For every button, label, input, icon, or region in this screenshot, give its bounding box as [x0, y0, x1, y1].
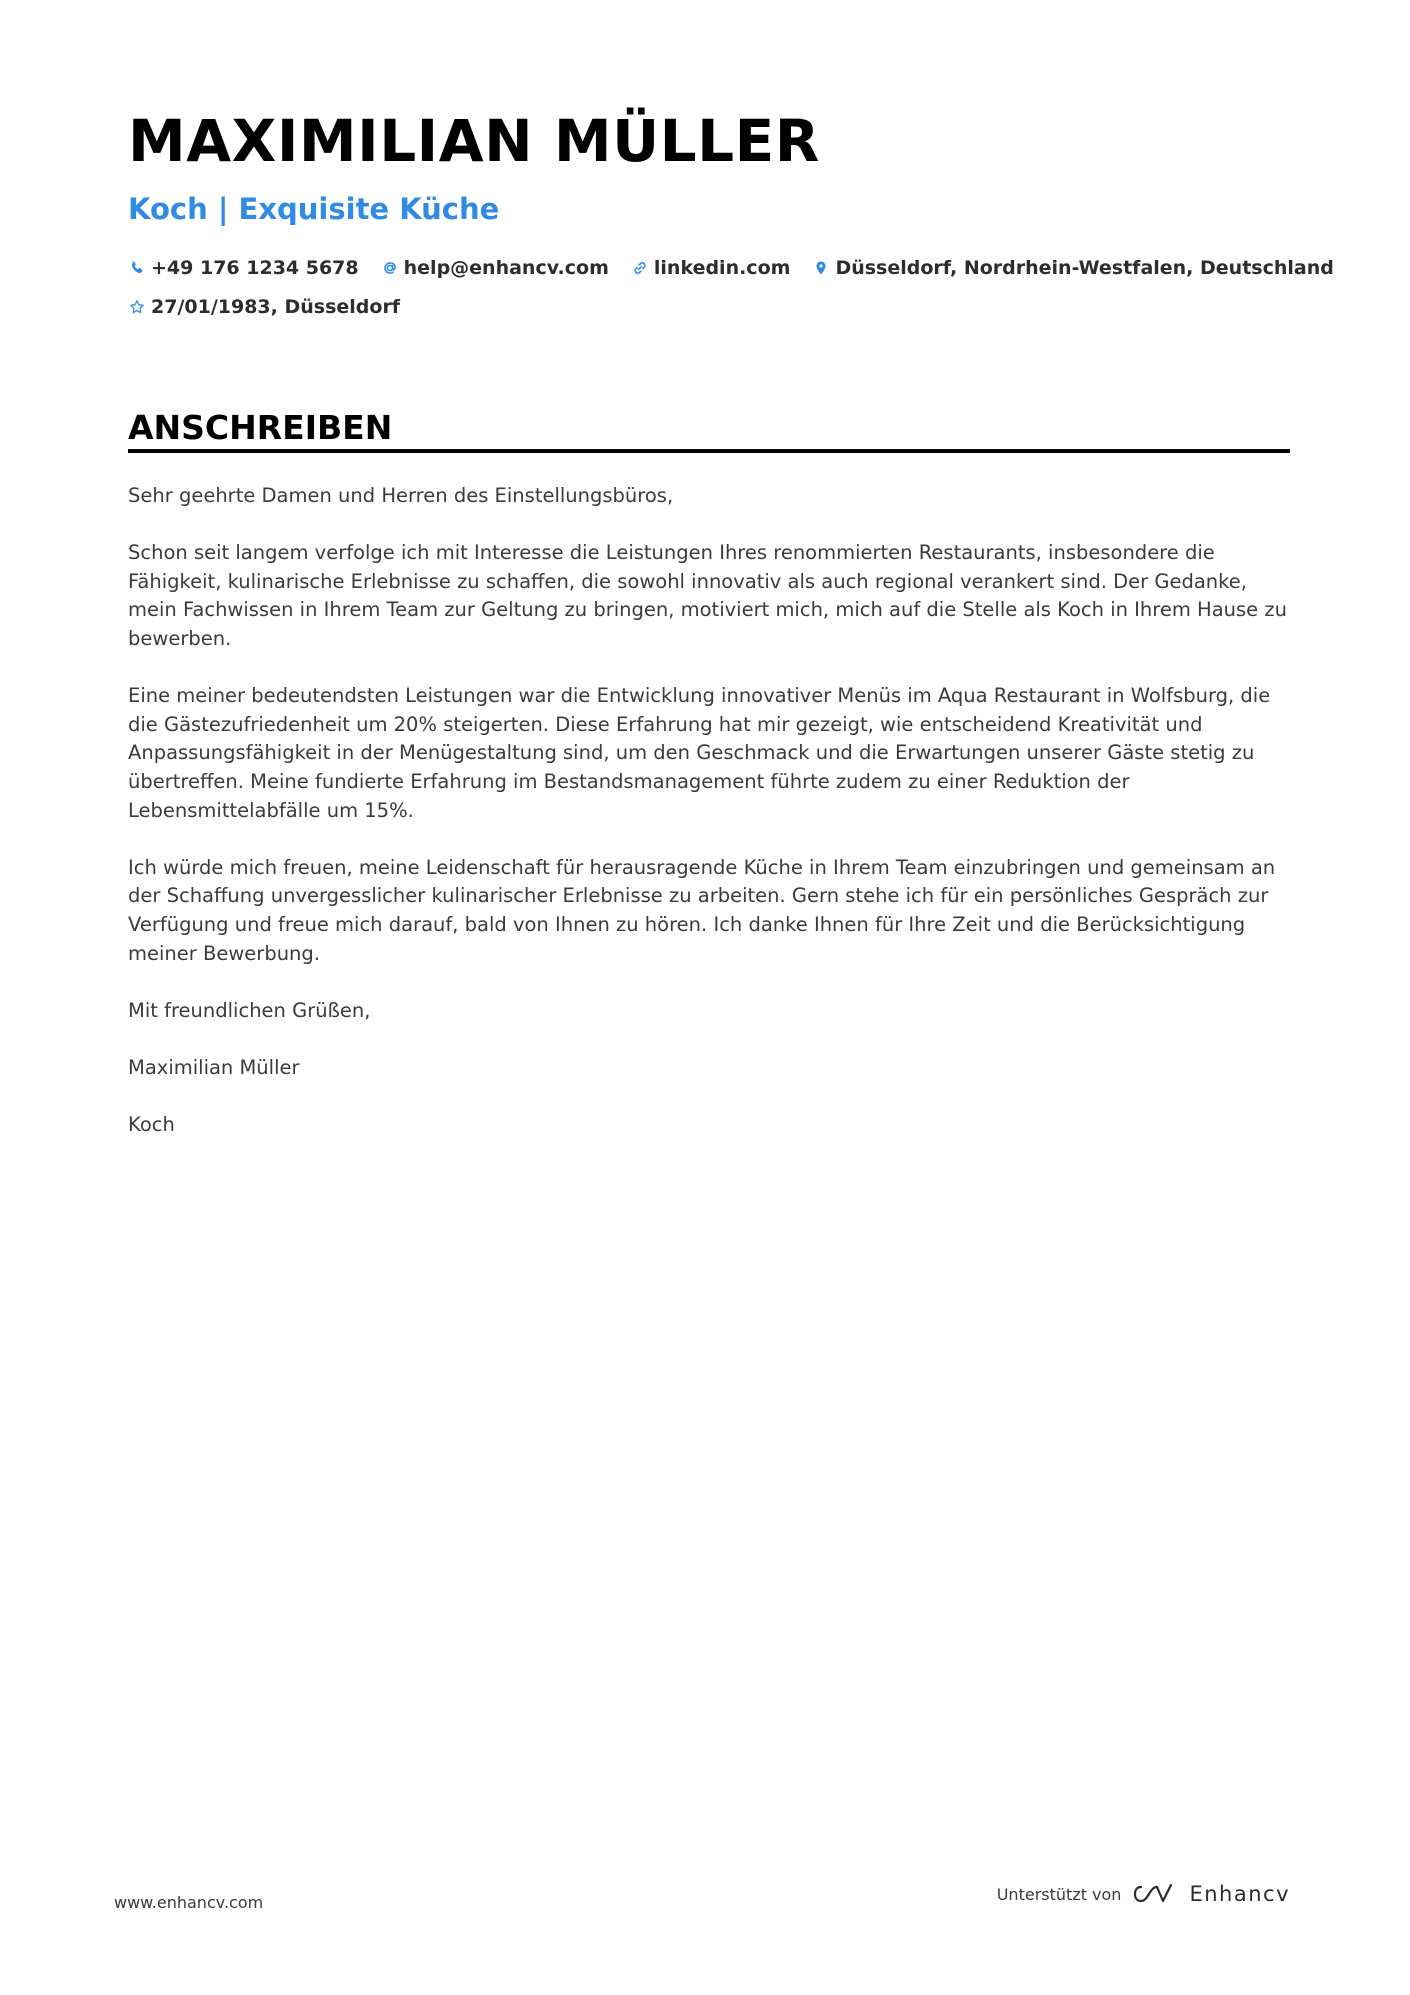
email-text: help@enhancv.com — [403, 257, 609, 279]
paragraph-1: Schon seit langem verfolge ich mit Interesse die Leistungen Ihres renommierten Restaurants, insbesondere die Fähigkeit, kulinarische Erlebnisse zu schaffen, die sowohl innovativ als auch regional verankert sind. Der Gedanke, mein Fachwissen in Ihrem Team zur Geltung zu bringen, motiviert mich, mich auf die Stelle als Koch in Ihrem Hause zu bewerben. — [128, 541, 1287, 650]
linkedin-text: linkedin.com — [653, 257, 791, 279]
contact-info — [128, 254, 1334, 332]
contact-phone[interactable] — [128, 257, 359, 279]
footer-url[interactable]: www.enhancv.com — [114, 1893, 264, 1912]
brand-name: Enhancv — [1189, 1882, 1290, 1906]
contact-birth — [128, 296, 400, 318]
signature-title: Koch — [128, 1113, 175, 1137]
section-title: ANSCHREIBEN — [128, 408, 393, 447]
paragraph-3: Ich würde mich freuen, meine Leidenschaft für herausragende Küche in Ihrem Team einzubringen und gemeinsam an der Schaffung unvergesslicher kulinarischer Erlebnisse zu arbeiten. Gern stehe ich für ein persönliches Gespräch zur Verfügung und freue mich darauf, bald von Ihnen zu hören. Ich danke Ihnen für Ihre Zeit und die Berücksichtigung meiner Bewerbung. — [128, 855, 1276, 965]
contact-email[interactable] — [381, 257, 609, 279]
letter-body — [128, 482, 1298, 1168]
location-pin-icon — [812, 259, 830, 277]
salutation: Sehr geehrte Damen und Herren des Einstellungsbüros, — [128, 484, 674, 507]
signature-name: Maximilian Müller — [128, 1055, 300, 1079]
contact-row-2 — [128, 293, 1288, 321]
contact-row-1 — [128, 254, 1334, 282]
closing: Mit freundlichen Grüßen, — [128, 998, 371, 1022]
powered-by-label: Unterstützt von — [996, 1884, 1122, 1904]
phone-text: +49 176 1234 5678 — [151, 257, 359, 279]
applicant-name: MAXIMILIAN MÜLLER — [128, 107, 820, 175]
phone-icon — [128, 259, 146, 277]
enhancv-logo-icon — [1133, 1882, 1177, 1906]
link-icon — [631, 259, 649, 277]
star-icon — [128, 298, 146, 316]
footer-brand[interactable] — [997, 1882, 1290, 1906]
at-icon — [381, 259, 399, 277]
job-title: Koch | Exquisite Küche — [128, 192, 500, 226]
paragraph-2: Eine meiner bedeutendsten Leistungen war die Entwicklung innovativer Menüs im Aqua Restaurant in Wolfsburg, die die Gästezufriedenheit um 20% steigerten. Diese Erfahrung hat mir gezeigt, wie entscheidend Kreativität und Anpassungsfähigkeit in der Menügestaltung sind, um den Geschmack und die Erwartungen unserer Gäste stetig zu übertreffen. Meine fundierte Erfahrung im Bestandsmanagement führte zudem zu einer Reduktion der Lebensmittelabfälle um 15%. — [128, 684, 1271, 822]
section-divider — [128, 449, 1290, 453]
location-text: Düsseldorf, Nordrhein-Westfalen, Deutschland — [835, 257, 1334, 279]
birth-text: 27/01/1983, Düsseldorf — [151, 296, 401, 318]
contact-location — [812, 257, 1333, 279]
contact-linkedin[interactable] — [631, 257, 791, 279]
